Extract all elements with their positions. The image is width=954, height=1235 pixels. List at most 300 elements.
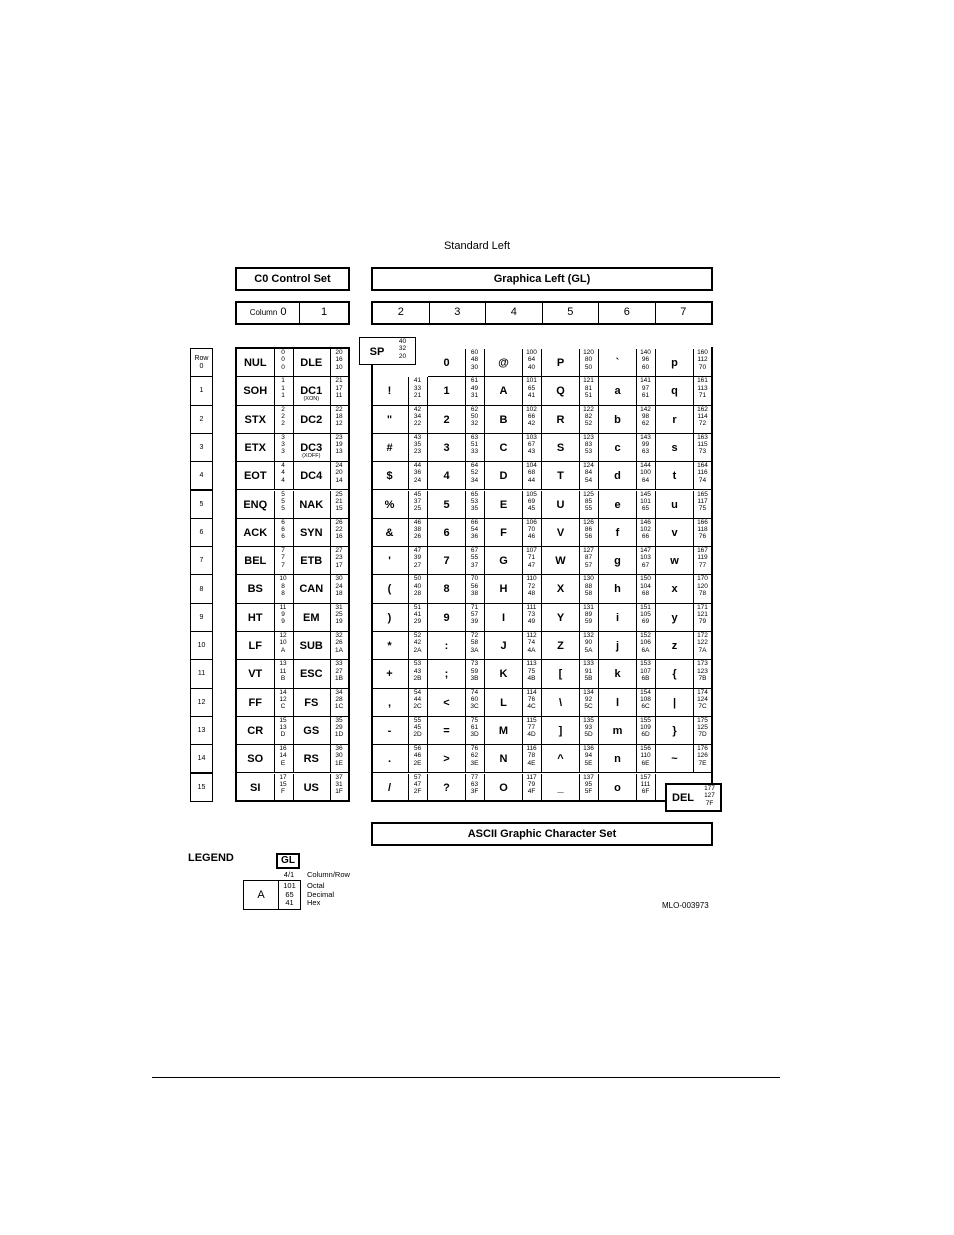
gl-cell-4-15 <box>485 774 542 802</box>
gl-cell-5-11 <box>542 660 599 688</box>
row-header-4: 4 <box>190 461 213 490</box>
gl-cell-2-9 <box>371 604 428 632</box>
cell-symbol: VT <box>248 668 263 681</box>
cell-symbol: SYN <box>299 526 323 539</box>
cell-symbol: U <box>556 498 565 511</box>
cell-symbol: DC3 <box>300 441 323 454</box>
cell-codes: 12 10 A <box>279 632 287 654</box>
cell-codes: 56 46 2E <box>413 745 422 767</box>
cell-codes: 144 100 64 <box>640 462 651 484</box>
sp-codes: 40 32 20 <box>398 338 407 360</box>
cell-codes: 154 108 6C <box>640 688 651 711</box>
cell-codes: 170 120 78 <box>697 575 708 597</box>
row-header-11: 11 <box>190 659 213 688</box>
cell-codes: 156 110 6E <box>640 745 651 767</box>
cell-symbol: W <box>555 555 566 568</box>
cell-symbol: X <box>556 583 565 596</box>
del-cell <box>665 783 722 812</box>
gl-cell-7-8 <box>656 575 713 603</box>
cell-symbol: 9 <box>443 611 450 624</box>
gl-cell-2-13 <box>371 717 428 745</box>
c0-cell-0-4 <box>237 462 294 490</box>
cell-codes: 167 119 77 <box>697 547 708 569</box>
gl-cell-5-12 <box>542 689 599 717</box>
cell-symbol: e <box>614 498 621 511</box>
cell-symbol: y <box>671 611 678 624</box>
cell-codes: 0 0 0 <box>281 349 285 371</box>
cell-codes: 105 69 45 <box>526 490 537 513</box>
gl-cell-5-2 <box>542 406 599 434</box>
gl-cell-2-5 <box>371 491 428 519</box>
cell-codes: 100 64 40 <box>526 349 537 371</box>
cell-symbol: ETB <box>300 555 323 568</box>
cell-codes: 51 41 29 <box>413 603 422 626</box>
cell-symbol: SUB <box>299 640 323 652</box>
row-number-0: 0 <box>199 362 204 370</box>
cell-symbol: STX <box>244 413 266 426</box>
cell-symbol: P <box>556 357 565 369</box>
cell-codes: 102 66 42 <box>526 405 537 428</box>
cell-symbol: Z <box>557 640 564 652</box>
cell-codes: 31 25 19 <box>335 603 343 626</box>
cell-symbol: } <box>672 724 677 737</box>
gl-cell-2-1 <box>371 377 428 405</box>
cell-symbol: > <box>443 753 450 766</box>
cell-codes: 2 2 2 <box>281 405 285 428</box>
cell-codes: 36 30 1E <box>335 745 343 767</box>
gl-cell-3-12 <box>428 689 485 717</box>
gl-cell-4-4 <box>485 462 542 490</box>
cell-note: (XOFF) <box>302 452 321 459</box>
c0-cell-0-14 <box>237 745 294 773</box>
row-header-1: 1 <box>190 376 213 405</box>
gl-cell-4-14 <box>485 745 542 773</box>
gl-cell-3-6 <box>428 519 485 547</box>
cell-symbol: D <box>499 470 508 483</box>
cell-symbol: o <box>614 781 621 794</box>
cell-symbol: DC4 <box>300 470 323 483</box>
column-number-6: 6 <box>598 303 655 323</box>
cell-codes: 10 8 8 <box>279 575 287 597</box>
row-header-6: 6 <box>190 518 213 547</box>
gl-cell-5-14 <box>542 745 599 773</box>
gl-cell-7-2 <box>656 406 713 434</box>
gl-cell-7-12 <box>656 689 713 717</box>
cell-note: (XON) <box>303 396 320 403</box>
cell-codes: 62 50 32 <box>470 405 479 428</box>
cell-symbol: K <box>499 668 508 681</box>
del-symbol: DEL <box>672 791 694 804</box>
c0-cell-0-3 <box>237 434 294 462</box>
cell-codes: 30 24 18 <box>335 575 343 597</box>
gl-cell-5-3 <box>542 434 599 462</box>
cell-symbol: b <box>614 413 621 426</box>
gl-cell-2-10 <box>371 632 428 660</box>
cell-symbol: CAN <box>299 583 324 596</box>
cell-symbol: : <box>444 640 449 652</box>
row-label: Row <box>194 354 209 362</box>
cell-symbol: E <box>499 498 508 511</box>
legend-codes: 101 65 41 <box>283 881 296 907</box>
gl-cell-4-11 <box>485 660 542 688</box>
cell-symbol: @ <box>498 357 509 369</box>
c0-column-label-cell <box>237 303 299 323</box>
gl-cell-7-1 <box>656 377 713 405</box>
cell-codes: 60 48 30 <box>470 349 479 371</box>
cell-codes: 145 101 65 <box>640 490 651 513</box>
cell-codes: 16 14 E <box>279 745 287 767</box>
cell-symbol: f <box>615 526 620 539</box>
cell-symbol: d <box>614 470 621 483</box>
c0-cell-0-0 <box>237 349 294 377</box>
cell-symbol: FS <box>304 696 319 709</box>
cell-codes: 134 92 5C <box>583 688 594 711</box>
cell-codes: 141 97 61 <box>640 377 651 399</box>
cell-codes: 52 42 2A <box>413 632 422 654</box>
c0-cell-0-7 <box>237 547 294 575</box>
cell-symbol: ) <box>387 611 392 624</box>
cell-symbol: x <box>671 583 678 596</box>
c0-cell-1-2 <box>293 406 350 434</box>
cell-symbol: a <box>614 385 621 398</box>
cell-symbol: EOT <box>243 470 267 483</box>
cell-symbol: SO <box>247 753 264 766</box>
c0-cell-1-1 <box>293 377 350 405</box>
cell-symbol: ] <box>558 724 563 737</box>
c0-cell-0-13 <box>237 717 294 745</box>
gl-cell-6-5 <box>599 491 656 519</box>
cell-symbol: 3 <box>443 441 450 454</box>
c0-cell-1-5 <box>293 491 350 519</box>
c0-cell-1-15 <box>293 774 350 802</box>
cell-symbol: < <box>443 696 450 709</box>
cell-codes: 71 57 39 <box>470 603 479 626</box>
cell-symbol: I <box>501 611 506 624</box>
cell-codes: 55 45 2D <box>413 716 422 739</box>
cell-symbol: M <box>498 724 509 737</box>
gl-cell-6-7 <box>599 547 656 575</box>
cell-symbol: NAK <box>299 498 324 511</box>
column-number-0: 0 <box>280 306 287 318</box>
gl-cell-6-1 <box>599 377 656 405</box>
cell-codes: 20 16 10 <box>335 349 343 371</box>
cell-symbol: S <box>556 441 565 454</box>
cell-codes: 142 98 62 <box>640 405 651 428</box>
cell-symbol: = <box>443 724 450 737</box>
cell-codes: 45 37 25 <box>413 490 422 513</box>
cell-codes: 13 11 B <box>279 660 287 682</box>
gl-cell-4-2 <box>485 406 542 434</box>
row-header-9: 9 <box>190 603 213 632</box>
cell-codes: 160 112 70 <box>697 349 708 371</box>
cell-symbol: g <box>614 555 621 568</box>
cell-symbol: z <box>671 640 678 652</box>
gl-cell-2-15 <box>371 774 428 802</box>
gl-cell-7-7 <box>656 547 713 575</box>
column-label: Column <box>249 308 278 317</box>
cell-codes: 161 113 71 <box>697 377 708 399</box>
c0-column-header <box>235 301 350 325</box>
cell-symbol: c <box>614 441 621 454</box>
cell-codes: 72 58 3A <box>470 632 479 654</box>
gl-cell-2-4 <box>371 462 428 490</box>
gl-cell-6-8 <box>599 575 656 603</box>
cell-symbol: l <box>615 696 620 709</box>
gl-cell-2-3 <box>371 434 428 462</box>
cell-codes: 1 1 1 <box>281 377 285 399</box>
c0-cell-0-15 <box>237 774 294 802</box>
c0-cell-1-9 <box>293 604 350 632</box>
cell-symbol: DC1 <box>300 385 323 398</box>
cell-codes: 126 86 56 <box>583 518 594 541</box>
cell-codes: 33 27 1B <box>335 660 343 682</box>
cell-codes: 112 74 4A <box>526 632 537 654</box>
c0-cell-0-11 <box>237 660 294 688</box>
cell-symbol: LF <box>248 640 262 652</box>
cell-codes: 132 90 5A <box>583 632 594 654</box>
gl-cell-5-7 <box>542 547 599 575</box>
gl-cell-6-4 <box>599 462 656 490</box>
cell-symbol: , <box>387 696 392 709</box>
cell-codes: 115 77 4D <box>526 716 537 739</box>
cell-symbol: G <box>499 555 508 568</box>
cell-codes: 146 102 66 <box>640 518 651 541</box>
gl-set-header: Graphica Left (GL) <box>371 267 713 291</box>
cell-symbol: ESC <box>299 668 323 681</box>
gl-cell-6-15 <box>599 774 656 802</box>
cell-symbol: 8 <box>443 583 450 596</box>
cell-codes: 176 126 7E <box>697 745 708 767</box>
gl-cell-5-10 <box>542 632 599 660</box>
cell-codes: 172 122 7A <box>697 632 708 654</box>
gl-cell-3-0 <box>428 349 485 377</box>
cell-symbol: r <box>672 413 677 426</box>
cell-codes: 104 68 44 <box>526 462 537 484</box>
c0-cell-1-4 <box>293 462 350 490</box>
cell-codes: 124 84 54 <box>583 462 594 484</box>
gl-cell-4-5 <box>485 491 542 519</box>
gl-cell-7-4 <box>656 462 713 490</box>
cell-codes: 25 21 15 <box>335 490 343 513</box>
cell-codes: 65 53 35 <box>470 490 479 513</box>
gl-cell-6-10 <box>599 632 656 660</box>
c0-cell-0-1 <box>237 377 294 405</box>
gl-cell-3-1 <box>428 377 485 405</box>
cell-codes: 147 103 67 <box>640 547 651 569</box>
ascii-set-header: ASCII Graphic Character Set <box>371 822 713 846</box>
cell-codes: 73 59 3B <box>470 660 479 682</box>
cell-codes: 133 91 5B <box>583 660 594 682</box>
c0-cell-1-8 <box>293 575 350 603</box>
gl-cell-7-6 <box>656 519 713 547</box>
cell-symbol: 6 <box>443 526 450 539</box>
cell-symbol: J <box>500 640 507 652</box>
cell-codes: 150 104 68 <box>640 575 651 597</box>
gl-cell-7-9 <box>656 604 713 632</box>
cell-codes: 44 36 24 <box>413 462 422 484</box>
cell-symbol: N <box>499 753 508 766</box>
cell-codes: 135 93 5D <box>583 716 594 739</box>
c0-cell-0-2 <box>237 406 294 434</box>
cell-codes: 107 71 47 <box>526 547 537 569</box>
gl-cell-5-0 <box>542 349 599 377</box>
row-header-0 <box>190 348 213 377</box>
cell-codes: 54 44 2C <box>413 688 422 711</box>
sp-cell <box>359 337 416 365</box>
cell-codes: 27 23 17 <box>335 547 343 569</box>
cell-symbol: & <box>385 526 394 539</box>
gl-cell-3-3 <box>428 434 485 462</box>
cell-codes: 163 115 73 <box>697 433 708 456</box>
cell-codes: 47 39 27 <box>413 547 422 569</box>
page-rule <box>152 1077 780 1078</box>
c0-cell-1-7 <box>293 547 350 575</box>
cell-codes: 75 61 3D <box>470 716 479 739</box>
gl-cell-7-14 <box>656 745 713 773</box>
cell-symbol: v <box>671 526 678 539</box>
cell-codes: 15 13 D <box>279 716 287 739</box>
legend-char: A <box>257 889 265 901</box>
gl-cell-4-3 <box>485 434 542 462</box>
cell-codes: 17 15 F <box>279 773 287 796</box>
gl-cell-6-9 <box>599 604 656 632</box>
cell-codes: 14 12 C <box>279 688 287 711</box>
cell-symbol: * <box>387 640 392 652</box>
cell-symbol: US <box>303 781 319 794</box>
cell-symbol: ^ <box>557 753 564 766</box>
gl-cell-4-7 <box>485 547 542 575</box>
gl-cell-4-0 <box>485 349 542 377</box>
cell-codes: 103 67 43 <box>526 433 537 456</box>
cell-codes: 7 7 7 <box>281 547 285 569</box>
cell-codes: 120 80 50 <box>583 349 594 371</box>
cell-codes: 151 105 69 <box>640 603 651 626</box>
gl-cell-3-9 <box>428 604 485 632</box>
legend-colrow-label: Column/Row <box>307 870 350 879</box>
cell-codes: 66 54 36 <box>470 518 479 541</box>
cell-codes: 127 87 57 <box>583 547 594 569</box>
cell-symbol: C <box>499 441 508 454</box>
gl-cell-5-8 <box>542 575 599 603</box>
gl-cell-2-12 <box>371 689 428 717</box>
cell-symbol: Q <box>556 385 565 398</box>
gl-cell-3-15 <box>428 774 485 802</box>
cell-codes: 11 9 9 <box>279 603 287 626</box>
cell-codes: 162 114 72 <box>697 405 708 428</box>
cell-codes: 43 35 23 <box>413 433 422 456</box>
gl-cell-5-15 <box>542 774 599 802</box>
cell-codes: 77 63 3F <box>470 773 479 796</box>
gl-cell-5-6 <box>542 519 599 547</box>
cell-symbol: DC2 <box>300 413 323 426</box>
cell-symbol: [ <box>558 668 563 681</box>
cell-symbol: h <box>614 583 621 596</box>
cell-symbol: / <box>387 781 392 794</box>
cell-symbol: n <box>614 753 621 766</box>
cell-symbol: RS <box>303 753 319 766</box>
cell-symbol: u <box>671 498 678 511</box>
legend-set-box: GL <box>276 853 300 869</box>
cell-codes: 34 28 1C <box>334 688 344 711</box>
cell-symbol: " <box>386 413 393 426</box>
column-number-7: 7 <box>655 303 712 323</box>
cell-symbol: T <box>557 470 564 483</box>
cell-symbol: 0 <box>443 357 450 369</box>
row-header-7: 7 <box>190 546 213 575</box>
cell-codes: 41 33 21 <box>413 377 422 399</box>
gl-cell-7-3 <box>656 434 713 462</box>
cell-codes: 123 83 53 <box>583 433 594 456</box>
c0-cell-1-0 <box>293 349 350 377</box>
cell-codes: 76 62 3E <box>470 745 479 767</box>
cell-codes: 143 99 63 <box>640 433 651 456</box>
cell-codes: 136 94 5E <box>583 745 594 767</box>
cell-symbol: s <box>671 441 678 454</box>
cell-symbol: 5 <box>443 498 450 511</box>
cell-codes: 101 65 41 <box>526 377 537 399</box>
cell-codes: 3 3 3 <box>281 433 285 456</box>
gl-cell-7-10 <box>656 632 713 660</box>
cell-symbol: FF <box>248 696 262 709</box>
cell-symbol: 1 <box>443 385 450 398</box>
cell-symbol: ` <box>615 357 620 369</box>
gl-cell-2-8 <box>371 575 428 603</box>
cell-codes: 152 106 6A <box>640 632 651 654</box>
cell-symbol: ? <box>443 781 450 794</box>
cell-codes: 70 56 38 <box>470 575 479 597</box>
c0-cell-1-14 <box>293 745 350 773</box>
cell-symbol: % <box>384 498 395 511</box>
cell-symbol: R <box>556 413 565 426</box>
cell-codes: 165 117 75 <box>697 490 708 513</box>
cell-symbol: ' <box>388 555 391 568</box>
gl-cell-6-13 <box>599 717 656 745</box>
legend-title: LEGEND <box>188 852 234 864</box>
column-number-1: 1 <box>299 303 348 323</box>
gl-cell-3-7 <box>428 547 485 575</box>
cell-symbol: SI <box>250 781 261 794</box>
cell-symbol: p <box>671 357 678 369</box>
gl-cell-3-5 <box>428 491 485 519</box>
cell-codes: 5 5 5 <box>281 490 285 513</box>
cell-symbol: q <box>671 385 678 398</box>
cell-symbol: ETX <box>244 441 266 454</box>
cell-codes: 157 111 6F <box>640 773 651 796</box>
row-header-3: 3 <box>190 433 213 462</box>
cell-symbol: + <box>386 668 393 681</box>
gl-cell-5-5 <box>542 491 599 519</box>
cell-symbol: O <box>499 781 508 794</box>
gl-cell-2-7 <box>371 547 428 575</box>
gl-cell-2-2 <box>371 406 428 434</box>
cell-codes: 122 82 52 <box>583 405 594 428</box>
gl-cell-6-6 <box>599 519 656 547</box>
cell-codes: 117 79 4F <box>526 773 537 796</box>
cell-symbol: ! <box>387 385 392 398</box>
cell-symbol: j <box>615 640 620 652</box>
c0-cell-0-12 <box>237 689 294 717</box>
c0-cell-0-8 <box>237 575 294 603</box>
gl-cell-4-8 <box>485 575 542 603</box>
c0-cell-0-9 <box>237 604 294 632</box>
gl-cell-5-4 <box>542 462 599 490</box>
gl-column-header <box>371 301 713 325</box>
gl-cell-5-1 <box>542 377 599 405</box>
sp-symbol: SP <box>369 346 385 358</box>
cell-codes: 174 124 7C <box>697 688 708 711</box>
cell-codes: 21 17 11 <box>335 377 343 399</box>
gl-cell-4-10 <box>485 632 542 660</box>
